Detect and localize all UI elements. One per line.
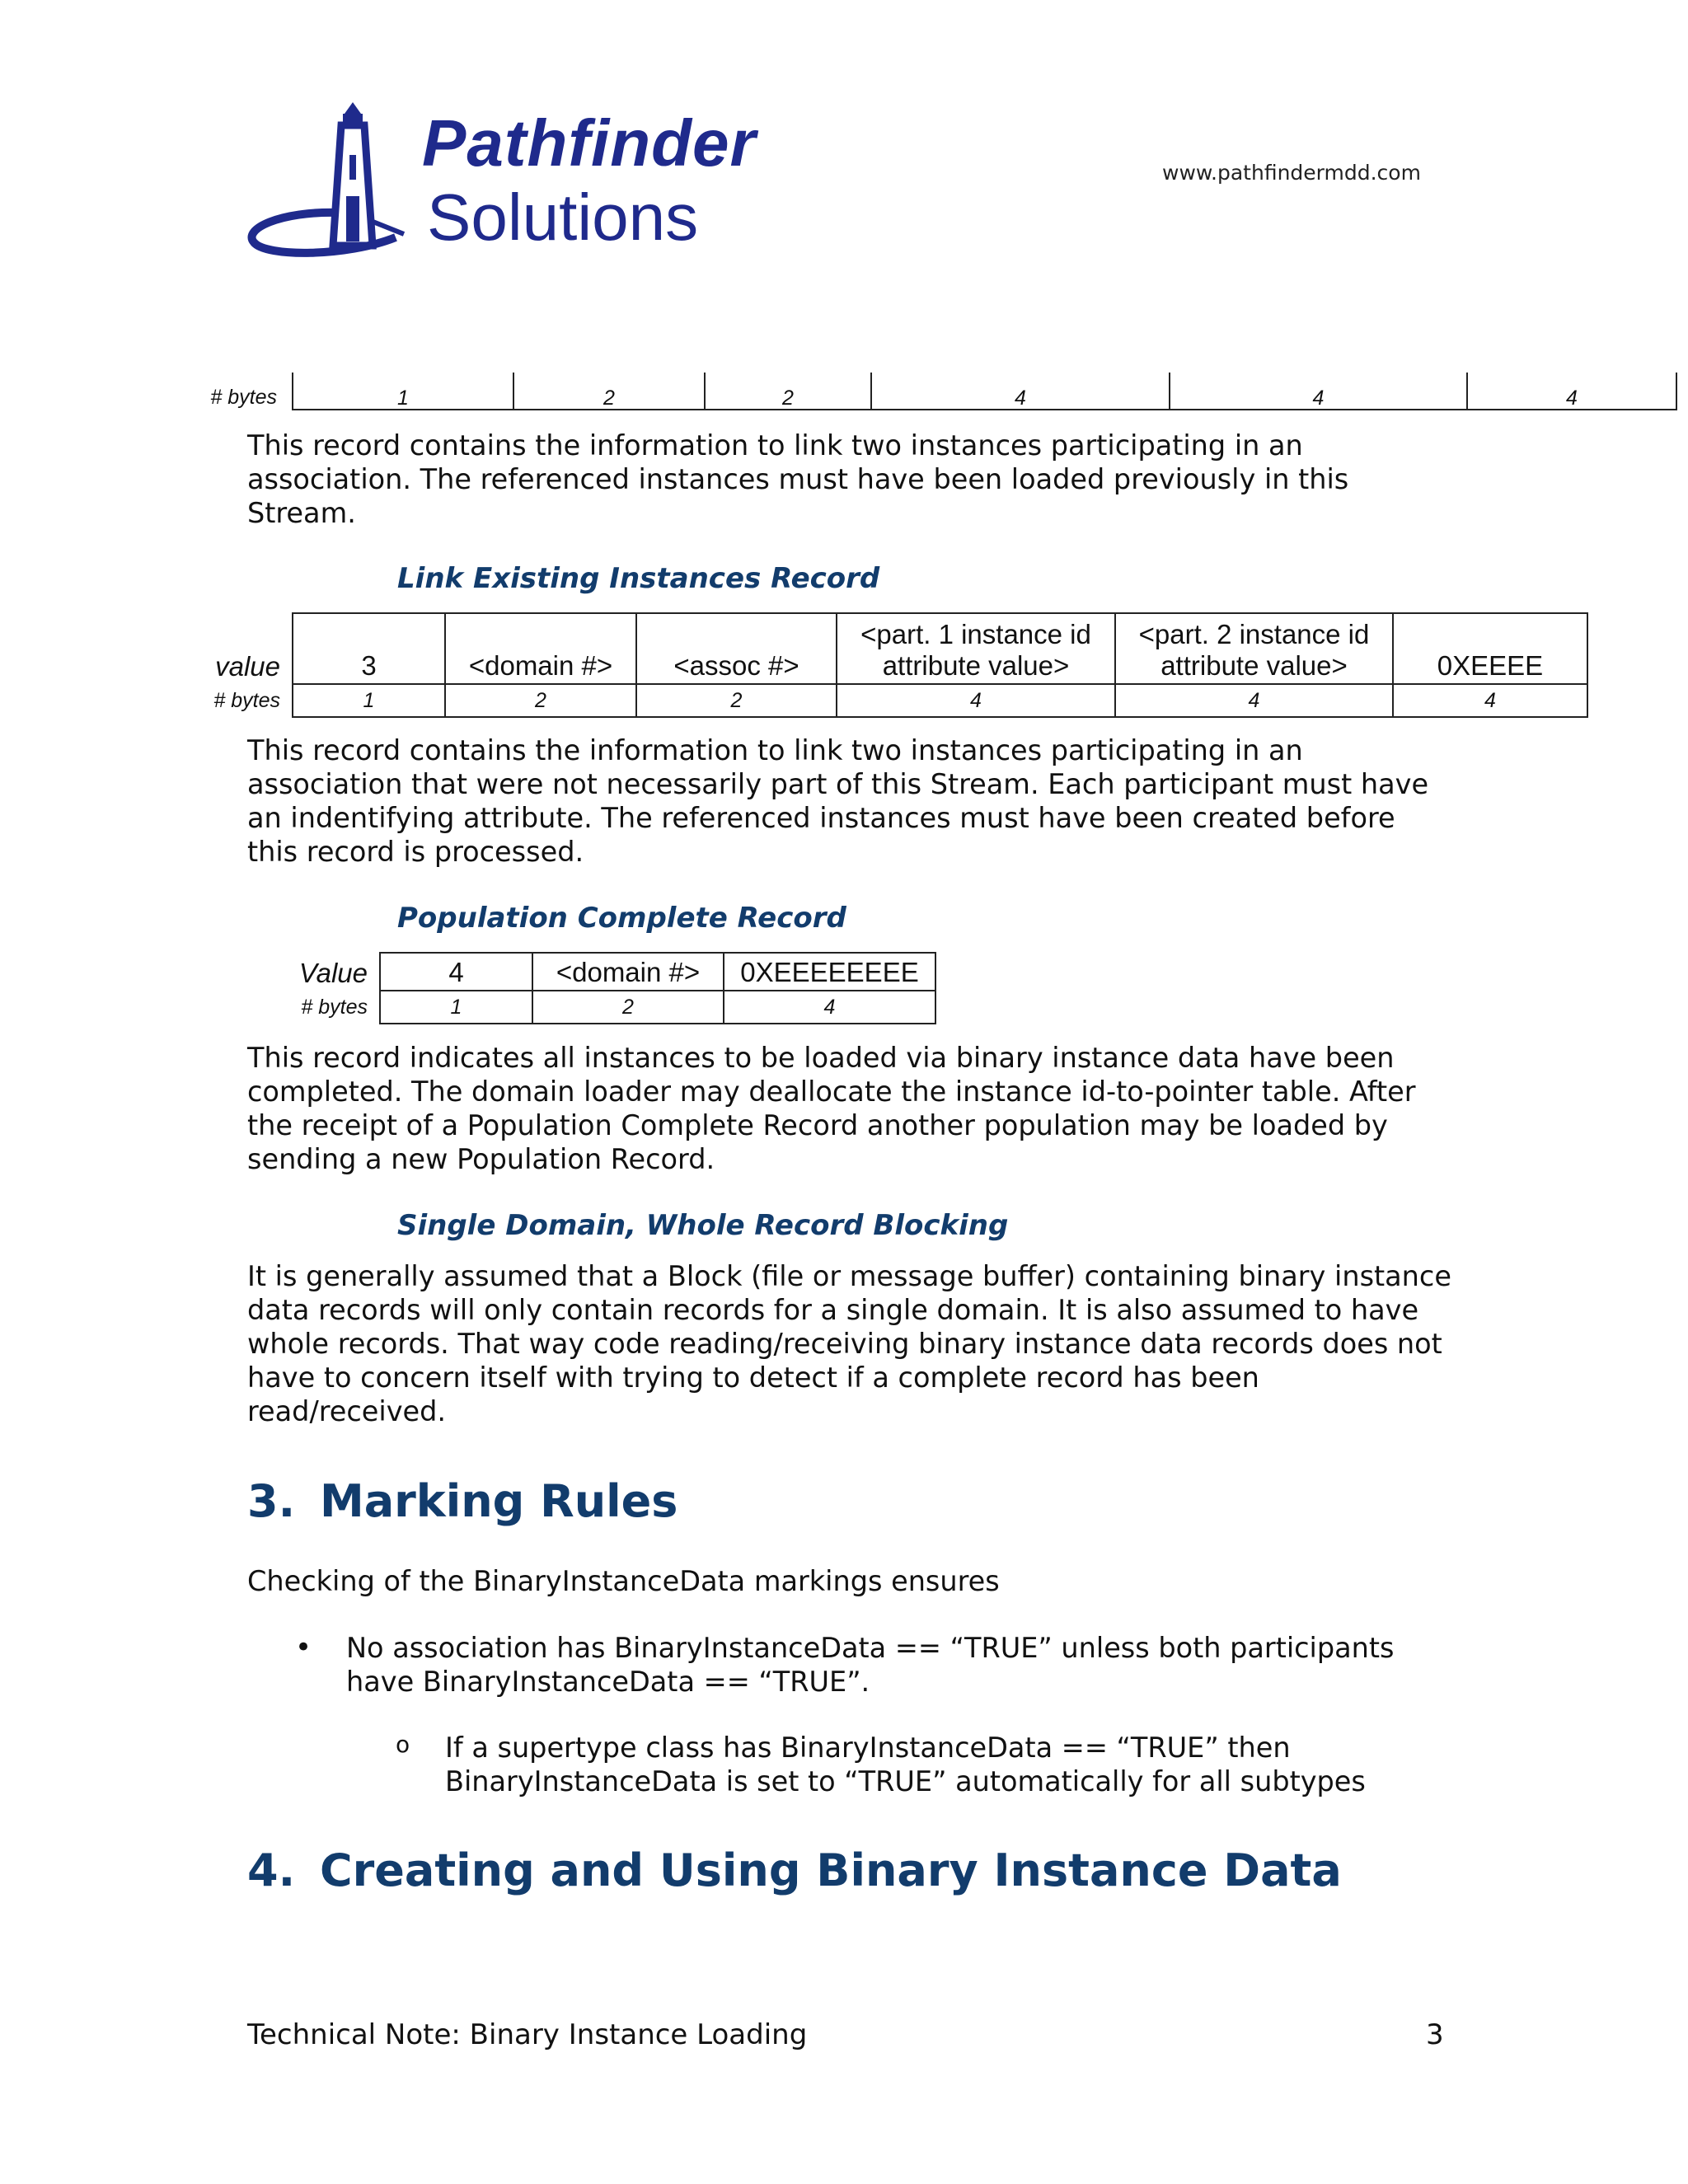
footer-title: Technical Note: Binary Instance Loading	[247, 2018, 808, 2051]
marking-rule-bullet: No association has BinaryInstanceData == “TRUE” unless both participants have BinaryInstanceData == “TRUE”.	[346, 1632, 1395, 1698]
table-cell	[837, 613, 1115, 684]
logo-text-pathfinder: Pathfinder	[422, 106, 757, 180]
cell-value: <domain #>	[468, 650, 613, 681]
paragraph-link-instances: This record contains the information to link two instances participating in an association. The referenced instances must have been loaded previously in this Stream.	[247, 429, 1349, 529]
marking-rule-sub-bullet: If a supertype class has BinaryInstanceData == “TRUE” then BinaryInstanceData is set to “TRUE” automatically for all subtypes	[445, 1732, 1366, 1797]
website-url: www.pathfindermdd.com	[1162, 161, 1421, 185]
bytes-cell: 4	[1115, 684, 1393, 717]
section-title: Marking Rules	[320, 1475, 678, 1527]
table-cell	[1393, 613, 1587, 684]
paragraph-single-domain: It is generally assumed that a Block (file or message buffer) containing binary instance data records will only contain records for a single domain. It is also assumed to have whole records. That way code reading/receiving binary instance data records does not have to concern itself with trying to detect if a complete record has been read/received.	[247, 1260, 1451, 1427]
bytes-cell: 2	[532, 991, 724, 1024]
section-number: 3.	[247, 1475, 296, 1527]
table-cell: <domain #>	[532, 953, 724, 991]
marking-rules-intro: Checking of the BinaryInstanceData markings ensures	[247, 1565, 1000, 1597]
bullet-glyph: •	[295, 1631, 312, 1664]
section-4-heading	[247, 1844, 1342, 1896]
table-cell: 4	[380, 953, 532, 991]
bytes-cell: 4	[1466, 373, 1677, 410]
bytes-cell: 4	[724, 991, 935, 1024]
cell-value-line1: <part. 1 instance id	[860, 619, 1091, 649]
bytes-cell: 1	[292, 373, 513, 410]
cell-value: <assoc #>	[673, 650, 799, 681]
bytes-cell: 4	[1393, 684, 1587, 717]
single-domain-title: Single Domain, Whole Record Blocking	[397, 1209, 1009, 1242]
page-number: 3	[1426, 2018, 1444, 2051]
bytes-cell: 2	[636, 684, 837, 717]
cell-value: 3	[361, 650, 377, 681]
paragraph-link-existing: This record contains the information to link two instances participating in an association that were not necessarily part of this Stream. Each participant must have an indentifying attribute. The referenced instances must have been created before this record is processed.	[247, 734, 1429, 868]
section-3-heading	[247, 1475, 678, 1527]
bytes-label: # bytes	[301, 995, 368, 1019]
cell-value-line2: attribute value>	[1160, 650, 1348, 681]
bytes-cell: 1	[293, 684, 445, 717]
company-logo	[247, 97, 816, 262]
link-existing-table	[181, 612, 1588, 718]
cell-value: 0XEEEE	[1437, 650, 1544, 681]
sub-bullet-glyph: o	[396, 1731, 410, 1758]
cell-value-line2: attribute value>	[882, 650, 1070, 681]
logo-text-solutions: Solutions	[427, 180, 699, 254]
cell-value-line1: <part. 2 instance id	[1138, 619, 1370, 649]
bytes-label: # bytes	[210, 386, 277, 409]
table-cell	[1115, 613, 1393, 684]
bytes-cell: 2	[513, 373, 704, 410]
value-label: value	[215, 651, 280, 682]
table-cell: 0XEEEEEEEE	[724, 953, 935, 991]
value-label: Value	[298, 958, 368, 988]
table-cell	[636, 613, 837, 684]
bytes-cell: 2	[704, 373, 870, 410]
paragraph-population-complete: This record indicates all instances to be loaded via binary instance data have been completed. The domain loader may deallocate the instance id-to-pointer table. After the receipt of a Population Complete Record another population may be loaded by sending a new Population Record.	[247, 1042, 1416, 1175]
table-cell	[445, 613, 636, 684]
bytes-cell: 4	[837, 684, 1115, 717]
section-number: 4.	[247, 1844, 296, 1896]
table-cell	[293, 613, 445, 684]
link-existing-title: Link Existing Instances Record	[397, 562, 880, 595]
bytes-cell: 1	[380, 991, 532, 1024]
bytes-cell: 4	[870, 373, 1169, 410]
bytes-cell: 2	[445, 684, 636, 717]
population-complete-table	[272, 952, 936, 1024]
bytes-cell: 4	[1169, 373, 1466, 410]
bytes-label: # bytes	[213, 688, 280, 712]
population-complete-title: Population Complete Record	[397, 902, 846, 935]
lighthouse-icon	[247, 97, 412, 262]
previous-record-bytes-row	[181, 373, 1677, 412]
section-title: Creating and Using Binary Instance Data	[320, 1844, 1342, 1896]
